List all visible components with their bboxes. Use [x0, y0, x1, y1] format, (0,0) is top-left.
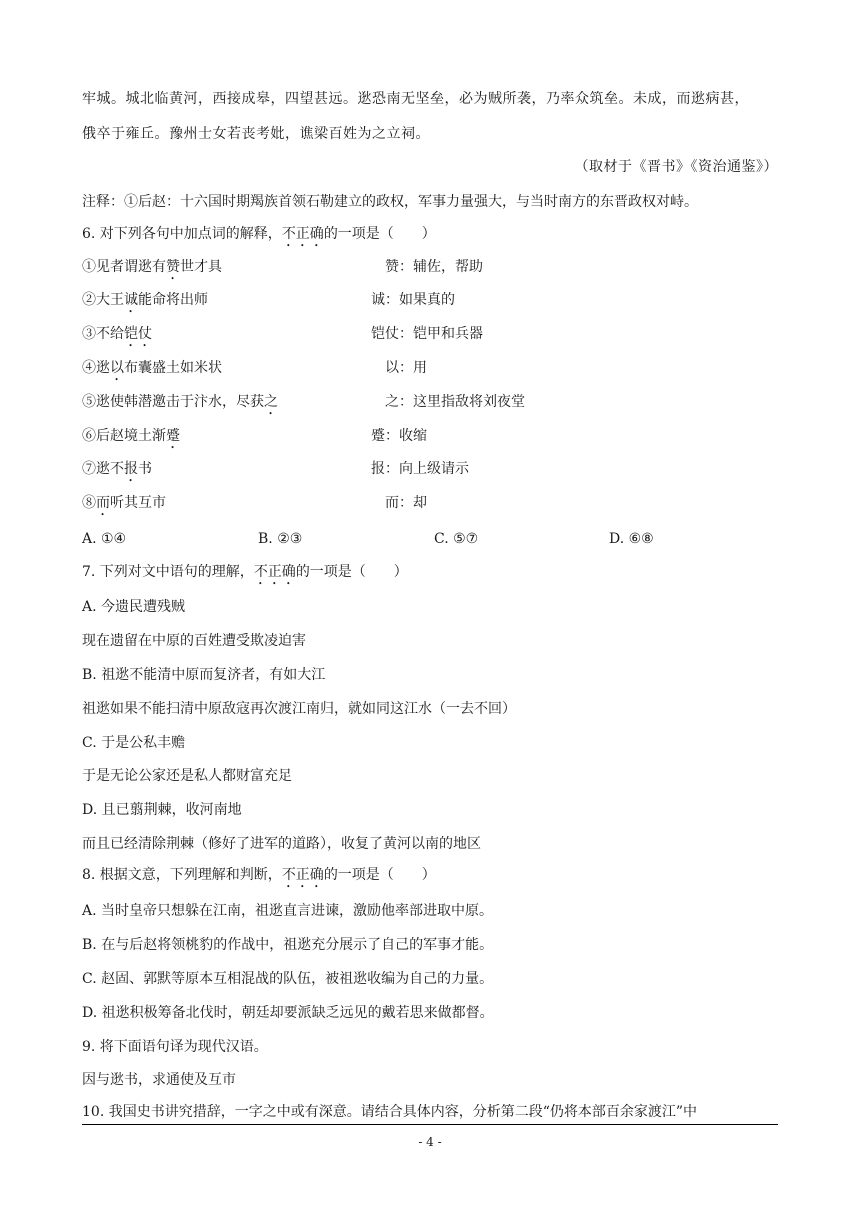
q7-explain-a: 现在遗留在中原的百姓遭受欺凌迫害 [82, 633, 306, 649]
q6-option-c: C. ⑤⑦ [434, 531, 479, 547]
q9-sentence: 因与逖书，求通使及互市 [82, 1072, 236, 1088]
q7-option-b: B. 祖逖不能清中原而复济者，有如大江 [82, 667, 326, 683]
annotation-note: 注释：①后赵：十六国时期羯族首领石勒建立的政权，军事力量强大，与当时南方的东晋政权对峙。 [82, 194, 698, 210]
passage-line-1: 牢城。城北临黄河，西接成皋，四望甚远。逖恐南无坚垒，必为贼所袭，乃率众筑垒。未成，而逖病甚， [82, 91, 749, 107]
q8-stem: 8. 根据文意，下列理解和判断，不正确的一项是（ ） [82, 867, 436, 883]
q7-stem: 7. 下列对文中语句的理解，不正确的一项是（ ） [82, 564, 408, 580]
q6-option-b: B. ②③ [258, 531, 303, 547]
q6-gloss: 铠仗：铠甲和兵器 [371, 326, 483, 342]
q7-option-c: C. 于是公私丰赡 [82, 735, 186, 751]
q7-explain-c: 于是无论公家还是私人都财富充足 [82, 768, 292, 784]
q8-option-d: D. 祖逖积极筹备北伐时，朝廷却要派缺乏远见的戴若思来做都督。 [82, 1005, 494, 1021]
q6-item: ⑥后赵境土渐蹙 [82, 428, 180, 444]
q7-explain-b: 祖逖如果不能扫清中原敌寇再次渡江南归，就如同这江水（一去不回） [82, 701, 516, 717]
q6-stem: 6. 对下列各句中加点词的解释，不正确的一项是（ ） [82, 226, 436, 242]
q6-gloss: 诚：如果真的 [371, 292, 455, 308]
q6-item: ⑦逖不报书 [82, 461, 152, 477]
q6-gloss: 蹙：收缩 [371, 428, 427, 444]
q8-option-b: B. 在与后赵将领桃豹的作战中，祖逖充分展示了自己的军事才能。 [82, 937, 494, 953]
q6-item: ①见者谓逖有赞世才具 [82, 259, 222, 275]
q8-option-a: A. 当时皇帝只想躲在江南，祖逖直言进谏，激励他率部进取中原。 [82, 903, 494, 919]
passage-line-2: 俄卒于雍丘。豫州士女若丧考妣，谯梁百姓为之立祠。 [82, 126, 430, 142]
page-number: - 4 - [418, 1135, 442, 1149]
q8-option-c: C. 赵固、郭默等原本互相混战的队伍，被祖逖收编为自己的力量。 [82, 971, 494, 987]
q7-option-d: D. 且已翦荆棘，收河南地 [82, 802, 242, 818]
q7-option-a: A. 今遗民遭残贼 [82, 599, 186, 615]
q6-option-d: D. ⑥⑧ [609, 531, 654, 547]
q6-option-a: A. ①④ [82, 531, 127, 547]
passage-source: （取材于《晋书》《资治通鉴》） [574, 159, 778, 175]
q6-gloss: 以：用 [385, 360, 427, 376]
q6-gloss: 赞：辅佐，帮助 [385, 259, 483, 275]
q9-stem: 9. 将下面语句译为现代汉语。 [82, 1039, 268, 1055]
q10-stem: 10. 我国史书讲究措辞，一字之中或有深意。请结合具体内容，分析第二段“仍将本部百余家渡江”中 [82, 1104, 698, 1120]
q6-gloss: 之：这里指敌将刘夜堂 [385, 394, 525, 410]
q6-item: ②大王诚能命将出师 [82, 292, 208, 308]
q6-item: ⑤逖使韩潜邀击于汴水，尽获之 [82, 394, 278, 410]
q6-item: ③不给铠仗 [82, 326, 152, 342]
q6-gloss: 而：却 [385, 495, 427, 511]
q6-item: ⑧而听其互市 [82, 495, 166, 511]
q7-explain-d: 而且已经清除荆棘（修好了进军的道路），收复了黄河以南的地区 [82, 836, 481, 852]
q6-gloss: 报：向上级请示 [371, 461, 469, 477]
q6-item: ④逖以布囊盛土如米状 [82, 360, 222, 376]
footer-divider [82, 1124, 778, 1125]
